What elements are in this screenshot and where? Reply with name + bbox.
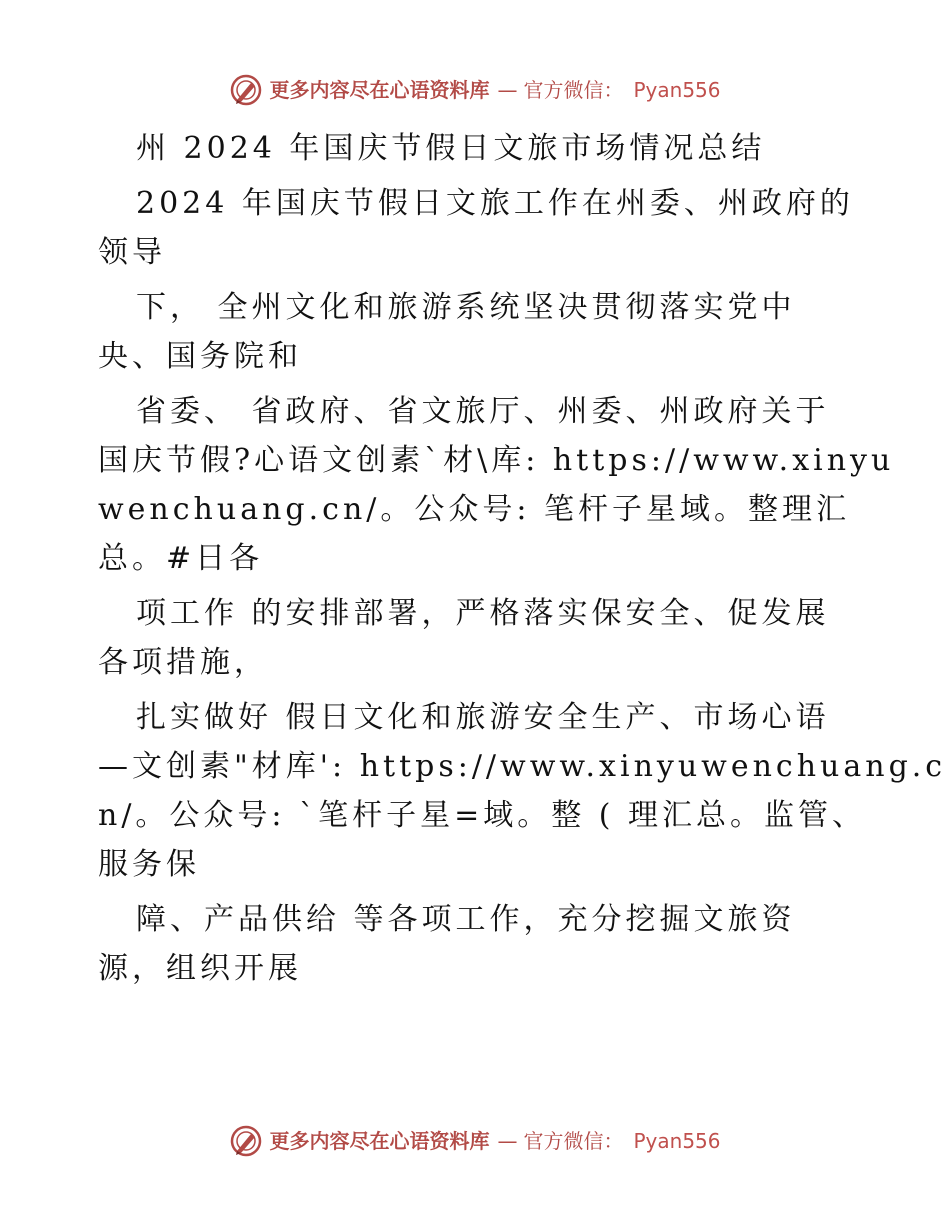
- body-line: 国庆节假?心语文创素`材\库: https://www.xinyu: [98, 443, 895, 478]
- header-slogan: 更多内容尽在心语资料库: [269, 78, 490, 102]
- header-dash: —: [497, 78, 518, 102]
- footer-contact-value: Pyan556: [633, 1129, 721, 1153]
- body-line: 领导: [98, 235, 166, 270]
- footer-dash: —: [497, 1129, 518, 1153]
- body-line: 扎实做好 假日文化和旅游安全生产、市场心语: [136, 700, 830, 735]
- body-line: 障、产品供给 等各项工作，充分挖掘文旅资: [136, 902, 796, 937]
- document-body: [98, 124, 947, 993]
- body-line: 总。#日各: [98, 541, 264, 576]
- body-line: wenchuang.cn/。公众号: 笔杆子星域。整理汇: [98, 492, 851, 527]
- body-line: 服务保: [98, 847, 200, 882]
- header-banner: [0, 73, 950, 107]
- footer-contact-label: 官方微信：: [523, 1129, 624, 1153]
- body-line: 源，组织开展: [98, 951, 302, 986]
- document-title: 州 2024 年国庆节假日文旅市场情况总结: [136, 131, 766, 166]
- body-line: 下， 全州文化和旅游系统坚决贯彻落实党中: [136, 290, 796, 325]
- body-line: 2024 年国庆节假日文旅工作在州委、州政府的: [136, 186, 854, 221]
- body-line: 各项措施，: [98, 645, 268, 680]
- body-line: —文创素"材库': https://www.xinyuwenchuang.c: [98, 749, 947, 784]
- pen-logo-icon: [229, 1124, 263, 1158]
- footer-banner: [0, 1124, 950, 1158]
- body-line: 央、国务院和: [98, 339, 302, 374]
- header-contact-value: Pyan556: [633, 78, 721, 102]
- body-line: 项工作 的安排部署，严格落实保安全、促发展: [136, 596, 830, 631]
- header-contact-label: 官方微信：: [523, 78, 624, 102]
- body-line: 省委、 省政府、省文旅厅、州委、州政府关于: [136, 394, 830, 429]
- footer-slogan: 更多内容尽在心语资料库: [269, 1129, 490, 1153]
- body-line: n/。公众号: `笔杆子星=域。整 ( 理汇总。监管、: [98, 798, 866, 833]
- pen-logo-icon: [229, 73, 263, 107]
